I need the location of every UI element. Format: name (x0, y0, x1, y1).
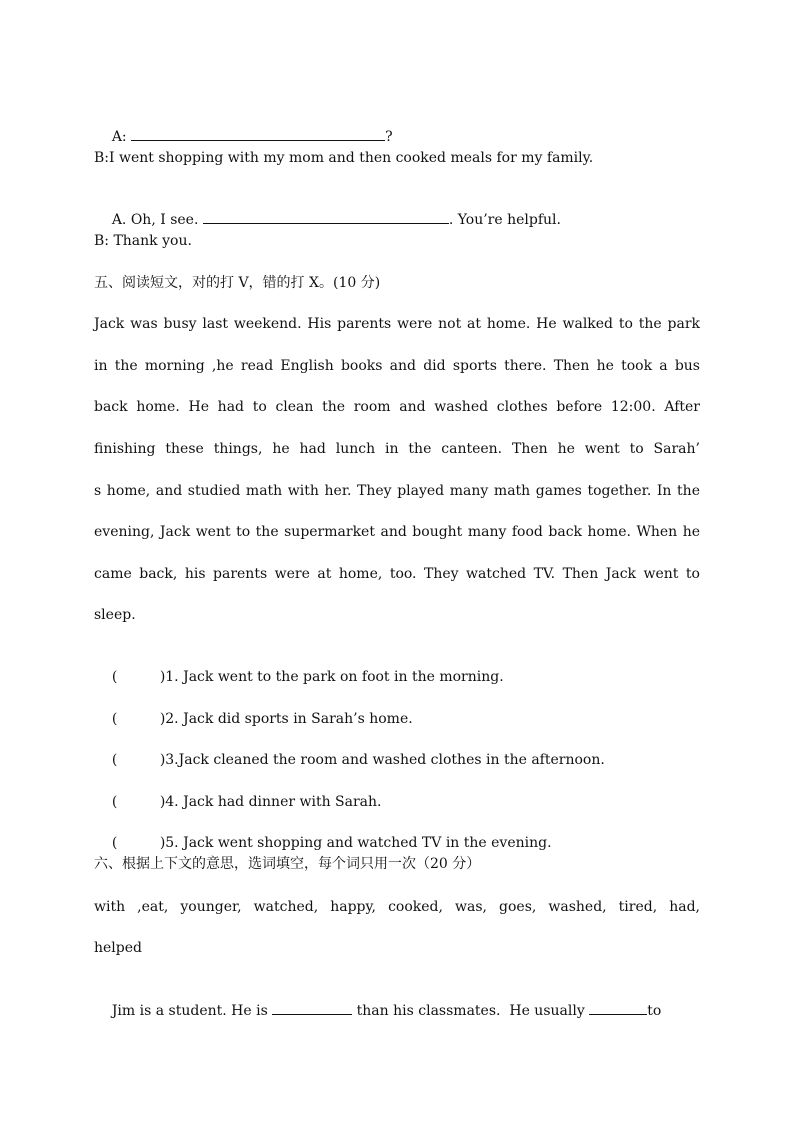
passage-line-4: finishing these things, he had lunch in the canteen. Then he went to Sarah’ (94, 441, 700, 457)
passage-line-8: sleep. (94, 607, 136, 623)
fill-in-text-b: than his classmates. He usually (352, 1003, 590, 1019)
fill-in-line-1 (94, 980, 700, 1041)
dialogue-line-b2: B: Thank you. (94, 233, 192, 249)
word-bank-line-2: helped (94, 940, 142, 956)
fill-in-text-a: Jim is a student. He is (111, 1003, 273, 1019)
passage-line-7: came back, his parents were at home, too. They watched TV. Then Jack went to (94, 566, 700, 582)
question-text: )5. Jack went shopping and watched TV in the evening. (159, 835, 552, 851)
dialogue-a1-prefix: A: (111, 129, 132, 145)
question-text: )3.Jack cleaned the room and washed clothes in the afternoon. (159, 752, 605, 768)
passage-line-5: s home, and studied math with her. They played many math games together. In the (94, 483, 700, 499)
passage-line-6: evening, Jack went to the supermarket and bought many food back home. When he (94, 524, 700, 540)
answer-blank-a1[interactable] (131, 126, 385, 141)
section5-heading: 五、阅读短文，对的打 V，错的打 X。(10 分) (94, 275, 381, 291)
fill-blank-2[interactable] (589, 1000, 647, 1015)
dialogue-line-b1: B:I went shopping with my mom and then cooked meals for my family. (94, 150, 594, 166)
answer-paren-5[interactable]: ( (111, 835, 118, 851)
answer-paren-3[interactable]: ( (111, 752, 118, 768)
fill-blank-1[interactable] (272, 1000, 352, 1015)
answer-blank-a2[interactable] (203, 209, 449, 224)
section6-heading: 六、根据上下文的意思，选词填空，每个词只用一次（20 分） (94, 856, 481, 872)
passage-line-2: in the morning ,he read English books and did sports there. Then he took a bus (94, 358, 700, 374)
answer-paren-1[interactable]: ( (111, 669, 118, 685)
answer-paren-2[interactable]: ( (111, 711, 118, 727)
dialogue-a2-prefix: A. Oh, I see. (111, 212, 203, 228)
question-text: )4. Jack had dinner with Sarah. (159, 794, 382, 810)
fill-in-text-c: to (647, 1003, 662, 1019)
question-text: )2. Jack did sports in Sarah’s home. (159, 711, 413, 727)
passage-line-1: Jack was busy last weekend. His parents were not at home. He walked to the park (94, 316, 700, 332)
word-bank-line-1: with ,eat, younger, watched, happy, cooked, was, goes, washed, tired, had, (94, 899, 700, 915)
passage-line-3: back home. He had to clean the room and washed clothes before 12:00. After (94, 399, 700, 415)
answer-paren-4[interactable]: ( (111, 794, 118, 810)
dialogue-a1-suffix: ? (385, 129, 393, 145)
question-text: )1. Jack went to the park on foot in the morning. (159, 669, 504, 685)
dialogue-a2-suffix: . You’re helpful. (448, 212, 561, 228)
